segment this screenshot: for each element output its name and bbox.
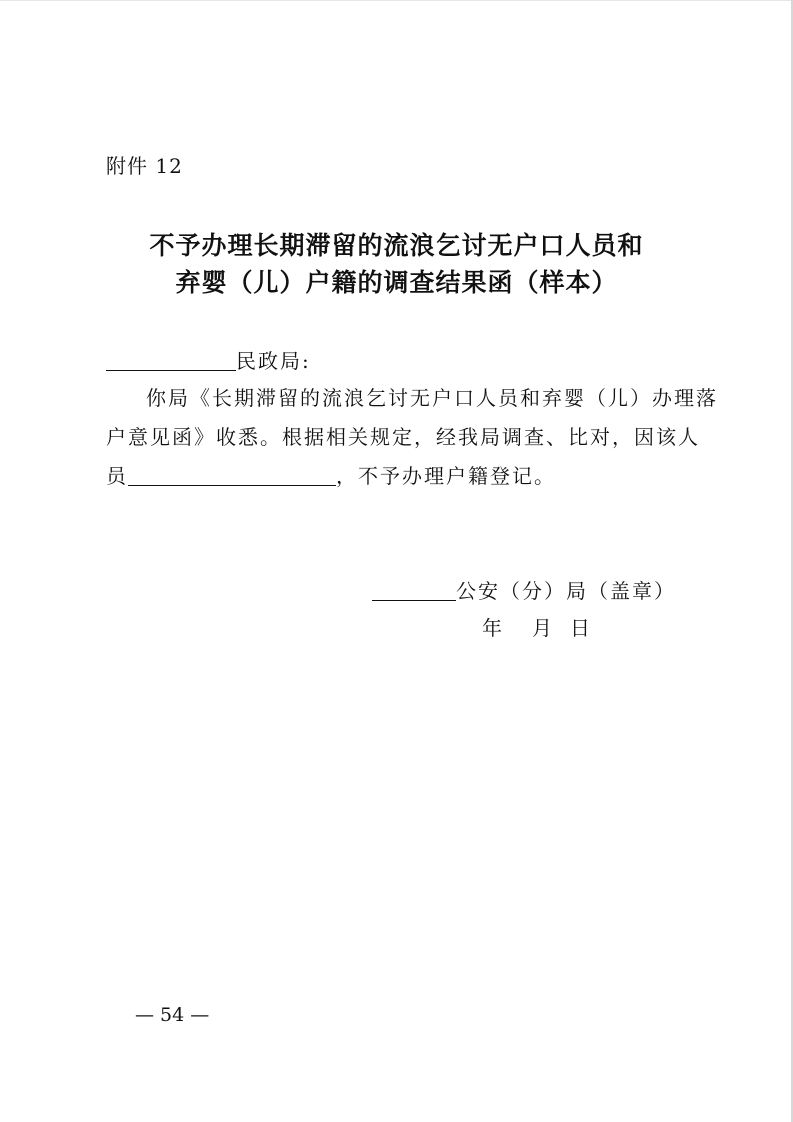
addressee-blank [106,369,236,371]
body-line-3-prefix: 员 [106,464,128,488]
signature-suffix: 公安（分）局（盖章） [456,579,676,603]
signature-line [372,575,676,604]
page-number: — 54 — [135,1004,210,1026]
body-line-3-suffix: ，不予办理户籍登记。 [336,464,556,488]
date-year: 年 [482,616,502,640]
addressee-suffix: 民政局: [236,349,311,373]
addressee-line [106,345,311,374]
date-day: 日 [570,616,590,640]
attachment-label: 附件 12 [106,154,183,178]
body-line-3 [106,460,556,489]
title-line-2: 弃婴（儿）户籍的调查结果函（样本） [175,268,618,297]
page-top-border [0,0,793,1]
date-line [482,612,590,641]
body-line-1: 你局《长期滞留的流浪乞讨无户口人员和弃婴（儿）办理落 [146,386,718,410]
body-line-2: 户意见函》收悉。根据相关规定，经我局调查、比对，因该人 [106,425,700,449]
title-line-1: 不予办理长期滞留的流浪乞讨无户口人员和 [149,231,644,260]
police-bureau-blank [372,599,456,601]
reason-blank [128,484,336,486]
date-month: 月 [532,616,552,640]
